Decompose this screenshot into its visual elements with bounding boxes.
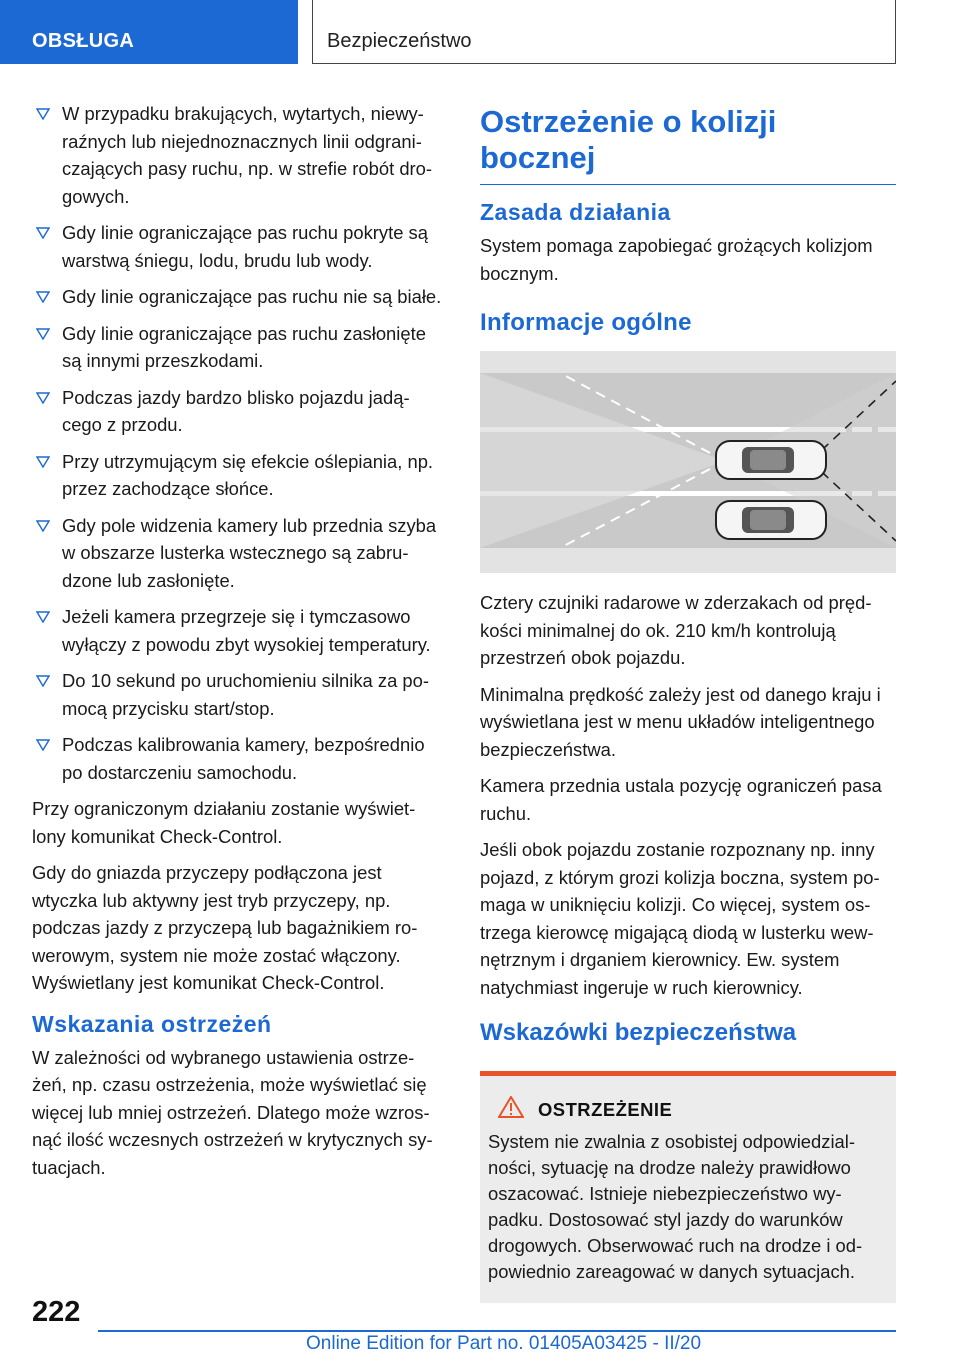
paragraph: Jeśli obok pojazdu zostanie rozpoznany np. inny pojazd, z którym grozi kolizja boczna, system po-maga w uniknięciu kolizji. Co więcej, system os-trzega kierowcę migającą diodą w lusterku wew-nętrznym i drganiem kierownicy. Ew. system natychmiast ingeruje w ruch kierownicy. [480, 839, 880, 998]
list-item: Podczas kalibrowania kamery, bezpośrednio po dostarczeniu samochodu. [32, 731, 448, 786]
section-heading: Informacje ogólne [480, 309, 692, 336]
paragraph: Cztery czujniki radarowe w zderzakach od pręd-kości minimalnej do ok. 210 km/h kontrolują przestrzeń obok pojazdu. [480, 592, 872, 668]
chapter-title: Bezpieczeństwo [312, 0, 896, 64]
list-item: Do 10 sekund po uruchomieniu silnika za po-mocą przycisku start/stop. [32, 667, 448, 722]
warning-icon [498, 1096, 524, 1123]
section-tab[interactable]: OBSŁUGA [0, 0, 298, 64]
section-heading: Zasada działania [480, 199, 671, 225]
warning-text: System nie zwalnia z osobistej odpowiedzial-ności, sytuację na drodze należy prawidłowo oszacować. Istnieje niebezpieczeństwo wy-padku. Dostosować styl jazdy do warunków drogowych. Obserwować ruch na drodze i od-powiednio zareagować w danych sytuacjach. [488, 1131, 863, 1282]
list-item: Jeżeli kamera przegrzeje się i tymczasowo wyłączy z powodu zbyt wysokiej temperatury. [32, 603, 448, 658]
paragraph: Minimalna prędkość zależy jest od danego kraju i wyświetlana jest w menu układów inteligentnego bezpieczeństwa. [480, 683, 881, 760]
warning-title: OSTRZEŻENIE [538, 1098, 673, 1120]
page-number: 222 [32, 1296, 81, 1328]
paragraph: W zależności od wybranego ustawienia ostrze-żeń, np. czasu ostrzeżenia, może wyświetlać się więcej lub mniej ostrzeżeń. Dlatego może wzros-nąć ilość wczesnych ostrzeżeń w krytycznych sy-tuacjach. [32, 1046, 433, 1178]
left-column [32, 100, 448, 1190]
list-item: Gdy pole widzenia kamery lub przednia szyba w obszarze lusterka wstecznego są zabru-dzone lub zasłonięte. [32, 512, 448, 595]
list-item: Gdy linie ograniczające pas ruchu pokryte są warstwą śniegu, lodu, brudu lub wody. [32, 219, 448, 274]
section-heading: Wskazania ostrzeżeń [32, 1010, 272, 1037]
list-item: Gdy linie ograniczające pas ruchu zasłonięte są innymi przeszkodami. [32, 320, 448, 375]
warning-header [498, 1096, 888, 1123]
list-item: Gdy linie ograniczające pas ruchu nie są białe. [32, 283, 448, 311]
paragraph: Gdy do gniazda przyczepy podłączona jest wtyczka lub aktywny jest tryb przyczepy, np. podczas jazdy z przyczepą lub bagażnikiem ro-werowym, system nie może zostać włączony. Wyświetlany jest komunikat Check-Control. [32, 862, 418, 993]
section-heading: Wskazówki bezpieczeństwa [480, 1019, 797, 1046]
warning-box [480, 1071, 896, 1303]
paragraph: Kamera przednia ustala pozycję ograniczeń pasa ruchu. [480, 775, 882, 824]
list-item: W przypadku brakujących, wytartych, niewy-raźnych lub niejednoznacznych linii odgrani-czających pasy ruchu, np. w strefie robót dro-gowych. [32, 100, 448, 210]
footer-edition: Online Edition for Part no. 01405A03425 - II/20 [306, 1333, 702, 1354]
footer-divider [98, 1330, 896, 1332]
list-item: Przy utrzymującym się efekcie oślepiania, np. przez zachodzące słońce. [32, 448, 448, 503]
page-title: Ostrzeżenie o kolizji bocznej [480, 104, 896, 185]
radar-coverage-illustration [480, 351, 896, 573]
paragraph: Przy ograniczonym działaniu zostanie wyświet-lony komunikat Check-Control. [32, 798, 416, 847]
paragraph: System pomaga zapobiegać grożących kolizjom bocznym. [480, 235, 873, 284]
page-header [0, 0, 960, 68]
right-column [480, 100, 896, 1303]
bullet-list [32, 100, 448, 786]
list-item: Podczas jazdy bardzo blisko pojazdu jadą-cego z przodu. [32, 384, 448, 439]
